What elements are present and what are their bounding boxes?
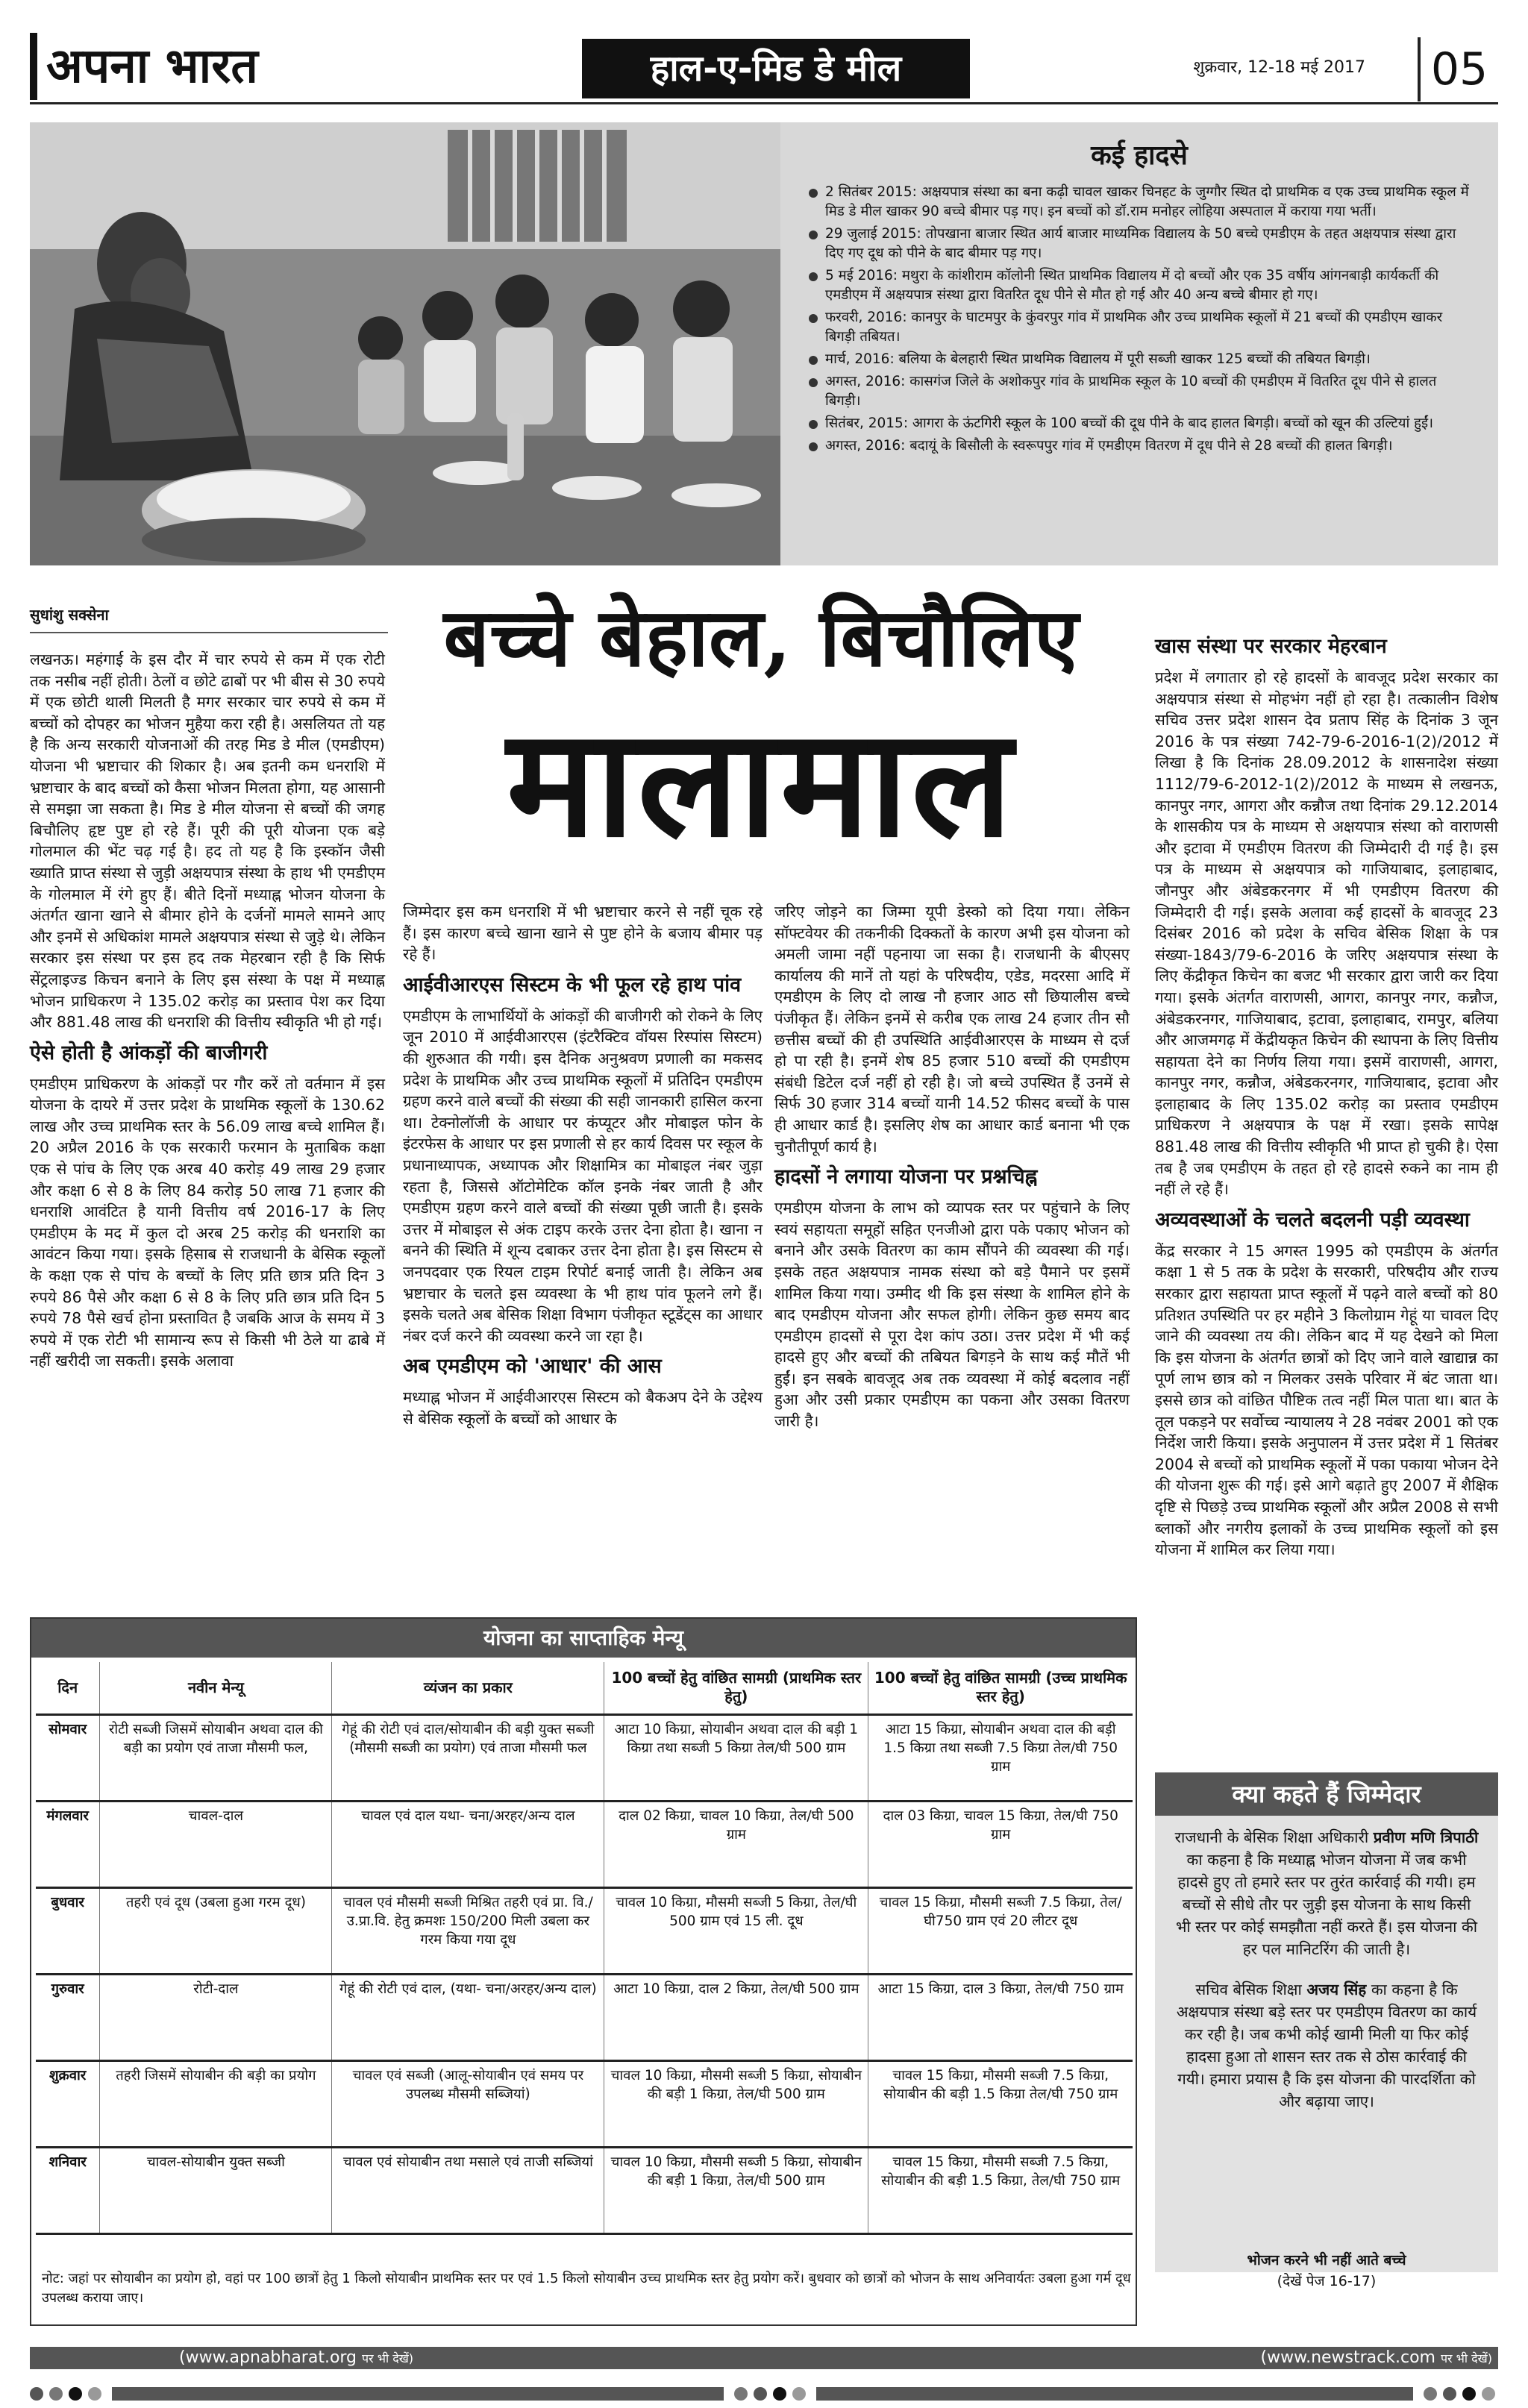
accident-item: 5 मई 2016: मथुरा के कांशीराम कॉलोनी स्थित प्राथमिक विद्यालय में दो बच्चों और एक 35 वर्षीय आंगनबाड़ी कार्यकर्ती की एमडीएम में अक्षयपात्र संस्था द्वारा वितरित दूध पीने से मौत हो गई और 40 अन्य बच्चे बीमार हो गए। <box>803 266 1476 305</box>
article-paragraph: जिम्मेदार इस कम धनराशि में भी भ्रष्टाचार करने से नहीं चूक रहे हैं। इस कारण बच्चे खाना खाने से पुष्ट होने के बजाय बीमार पड़ रहे हैं। <box>403 903 763 964</box>
official-quote <box>1173 1978 1480 2113</box>
menu-cell: चावल एवं दाल यथा- चना/अरहर/अन्य दाल <box>332 1801 604 1887</box>
article-paragraph: एमडीएम प्राधिकरण के आंकड़ों पर गौर करें तो वर्तमान में इस योजना के दायरे में उत्तर प्रदेश के प्राथमिक स्कूलों के 130.62 लाख और उच्च प्राथमिक स्तर के 56.09 लाख बच्चे शामिल हैं। 20 अप्रैल 2016 के एक सरकारी फरमान के मुताबिक कक्षा एक से पांच के लिए एक अरब 40 करोड़ 49 लाख 29 हजार और कक्षा 6 से 8 के लिए 84 करोड़ 50 लाख 71 हजार की धनराशि आवंटित है यानी वित्तीय वर्ष 2016-17 के लिए एमडीएम के मद में कुल दो अरब 25 करोड़ की धनराशि का आवंटन किया गया। इसके हिसाब से राजधानी के बेसिक स्कूलों के कक्षा एक से पांच के बच्चों के लिए प्रति छात्र प्रति दिन 3 रुपये 86 पैसे और कक्षा 6 से 8 के लिए प्रति छात्र प्रति दिन 5 रुपये 78 पैसे खर्च होना प्रस्तावित है जबकि आज के समय में 3 रुपये में एक रोटी भी सामान्य रूप से किसी भी ठेले या ढाबे में नहीं खरीदी जा सकती। इसके अलावा <box>30 1074 385 1370</box>
menu-cell: गेहूं की रोटी एवं दाल, (यथा- चना/अरहर/अन्य दाल) <box>332 1974 604 2060</box>
dot-decoration <box>792 2387 806 2401</box>
accident-item: 2 सितंबर 2015: अक्षयपात्र संस्था का बना कढ़ी चावल खाकर चिनहट के जुग्गौर स्थित दो प्राथमिक व एक उच्च प्राथमिक स्कूल में मिड डे मील खाकर 90 बच्चे बीमार पड़ गए। इन बच्चों को डॉ.राम मनोहर लोहिया अस्पताल में कराया गया भर्ती। <box>803 183 1476 222</box>
children-eating-photo <box>30 122 780 565</box>
article-column-1 <box>30 649 385 1376</box>
menu-cell: चावल एवं मौसमी सब्जी मिश्रित तहरी एवं प्रा. वि./उ.प्रा.वि. हेतु क्रमशः 150/200 मिली उबला कर गरम किया गया दूध <box>332 1887 604 1974</box>
menu-cell: आटा 15 किग्रा, दाल 3 किग्रा, तेल/घी 750 ग्राम <box>868 1974 1133 2060</box>
section-title: हाल-ए-मिड डे मील <box>582 39 970 98</box>
article-paragraph: एमडीएम के लाभार्थियों के आंकड़ों की बाजीगरी को रोकने के लिए जून 2010 में आईवीआरएस (इंटरैक्टिव वॉयस रिस्पांस सिस्टम) की शुरुआत की गयी। इस दैनिक अनुश्रवण प्रणाली का मकसद प्रदेश के प्राथमिक और उच्च प्राथमिक स्कूलों में प्रतिदिन एमडीएम ग्रहण करने वाले बच्चों की संख्या की सही जानकारी हासिल करना था। टेक्नोलॉजी के आधार पर कंप्यूटर और मोबाइल फोन के इंटरफेस के आधार पर इस प्रणाली से हर कार्य दिवस पर स्कूल के प्रधानाध्यापक, अध्यापक और शिक्षामित्र का मोबाइल नंबर जुड़ा रहता है, जिससे ऑटोमेटिक कॉल इनके नंबर जाती है और एमडीएम ग्रहण करने वाले बच्चों की संख्या पूछी जाती है। इसके उत्तर में मोबाइल से अंक टाइप करके उत्तर देना होता है। खाना न बनने की स्थिति में शून्य दबाकर उत्तर देना होता है। इस सिस्टम से जनपदवार एक रियल टाइम रिपोर्ट बनाई जाती है। लेकिन अब भ्रष्टाचार के चलते इस व्यवस्था के भी हाथ पांव फूलने लगे हैं। इसके चलते अब बेसिक शिक्षा विभाग पंजीकृत स्टूडेंट्स का आधार नंबर दर्ज करने की व्यवस्था करने जा रहा है। <box>403 1006 763 1345</box>
menu-cell: आटा 15 किग्रा, सोयाबीन अथवा दाल की बड़ी 1.5 किग्रा तथा सब्जी 7.5 किग्रा तेल/घी 750 ग्राम <box>868 1714 1133 1801</box>
masthead <box>30 33 1498 104</box>
weekly-menu-box <box>30 1617 1137 2326</box>
officials-title: क्या कहते हैं जिम्मेदार <box>1155 1772 1498 1816</box>
accident-item: फरवरी, 2016: कानपुर के घाटमपुर के कुंवरपुर गांव में प्राथमिक और उच्च प्राथमिक स्कूलों में 21 बच्चों की एमडीएम खाकर बिगड़ी तबियत। <box>803 308 1476 347</box>
quote-text: का कहना है कि मध्याह्न भोजन योजना में जब कभी हादसे हुए तो हमारे स्तर पर तुरंत कार्रवाई की गयी। हम बच्चों से सीधे तौर पर जुड़ी इस योजना के साथ किसी भी स्तर पर कोई समझौता नहीं करते हैं। इस योजना की हर पल मानिटरिंग की जाती है। <box>1175 1851 1478 1958</box>
footer-right-link[interactable] <box>1089 2347 1492 2370</box>
menu-cell: चावल-सोयाबीन युक्त सब्जी <box>100 2147 332 2233</box>
menu-row <box>36 1801 1133 1887</box>
accidents-box <box>780 122 1498 565</box>
menu-day: सोमवार <box>36 1714 100 1801</box>
bar-decoration <box>112 2387 724 2401</box>
accident-item: अगस्त, 2016: कासगंज जिले के अशोकपुर गांव के प्राथमिक स्कूल के 10 बच्चों की एमडीएम में वितरित दूध पीने से हालत बिगड़ी। <box>803 372 1476 411</box>
article-paragraph: केंद्र सरकार ने 15 अगस्त 1995 को एमडीएम के अंतर्गत कक्षा 1 से 5 तक के प्रदेश के सरकारी, परिषदीय और राज्य सरकार द्वारा सहायता प्राप्त स्कूलों में पढ़ने वाले बच्चों को 80 प्रतिशत उपस्थिति पर हर महीने 3 किलोग्राम गेहूं या चावल दिए जाने की व्यवस्था तय की। लेकिन बाद में यह देखने को मिला कि इस योजना के अंतर्गत छात्रों को दिए जाने वाले खाद्यान्न का पूर्ण लाभ छात्र को न मिलकर उसके परिवार में बंट जाता था। इससे छात्र को वांछित पौष्टिक तत्व नहीं मिल पाता था। बात के तूल पकड़ने पर सर्वोच्च न्यायालय ने 28 नवंबर 2001 को एक निर्देश जारी किया। इसके अनुपालन में उत्तर प्रदेश में 1 सितंबर 2004 से बच्चों को प्राथमिक स्कूलों में पका पकाया भोजन देने की योजना शुरू की गई। इसे आगे बढ़ाते हुए 2007 में शैक्षिक दृष्टि से पिछड़े उच्च प्राथमिक स्कूलों और अप्रैल 2008 से सभी ब्लाकों और नगरीय इलाकों के उच्च प्राथमिक स्कूलों को इस योजना में शामिल कर लिया गया। <box>1155 1241 1498 1559</box>
article-column-4 <box>1155 634 1498 1565</box>
footer-suffix: पर भी देखें) <box>362 2351 414 2365</box>
news-photo <box>30 122 780 565</box>
accident-item: मार्च, 2016: बलिया के बेलहारी स्थित प्राथमिक विद्यालय में पूरी सब्जी खाकर 125 बच्चों की तबियत बिगड़ी। <box>803 350 1476 369</box>
dot-decoration <box>773 2387 786 2401</box>
article-paragraph: मध्याह्न भोजन में आईवीआरएस सिस्टम को बैकअप देने के उद्देश्य से बेसिक स्कूलों के बच्चों को आधार के <box>403 1388 763 1428</box>
subheading: अब एमडीएम को 'आधार' की आस <box>403 1355 662 1379</box>
menu-note: नोट: जहां पर सोयाबीन का प्रयोग हो, वहां पर 100 छात्रों हेतु 1 किलो सोयाबीन प्राथमिक स्तर पर एवं 1.5 किलो सोयाबीन उच्च प्राथमिक स्तर हेतु प्रयोग करें। बुधवार को छात्रों को भोजन के साथ अनिवार्यतः उबला हुआ गर्म दूध उपलब्ध कराया जाए। <box>42 2271 1131 2306</box>
dateline: शुक्रवार, 12-18 मई 2017 <box>1193 58 1365 77</box>
menu-header-day: दिन <box>36 1662 100 1714</box>
quote-text: राजधानी के बेसिक शिक्षा अधिकारी <box>1174 1828 1374 1846</box>
official-quote <box>1173 1826 1480 1960</box>
article-paragraph: लखनऊ। महंगाई के इस दौर में चार रुपये से कम में एक रोटी तक नसीब नहीं होती। ठेलों व छोटे ढाबों पर भी बीस से 30 रुपये में एक छोटी थाली मिलती है मगर सरकार चार रुपये से कम में बच्चों को दोपहर का भोजन मुहैया करा रही है। असलियत तो यह है कि अन्य सरकारी योजनाओं की तरह मिड डे मील (एमडीएम) योजना भी भ्रष्टाचार की शिकार है। अब इतनी कम धनराशि में भ्रष्टाचार के बाद बच्चों को कैसा भोजन मिलता होगा, यह आसानी से समझा जा सकता है। मिड डे मील योजना से बच्चों की जगह बिचौलिए हृष्ट पुष्ट हो रहे हैं। पूरी की पूरी योजना एक बड़े गोलमाल की भेंट चढ़ गई है। हद तो यह है कि इस्कॉन जैसी ख्याति प्राप्त संस्था से जुड़ी अक्षयपात्र संस्था के हाथ भी एमडीएम के गोलमाल में रंगे हुए हैं। बीते दिनों मध्याह्न भोजन योजना के अंतर्गत खाना खाने से बीमार होने के दर्जनों मामले सामने आए और इनमें से अधिकांश मामले अक्षयपात्र संस्था से जुड़े थे। लेकिन सरकार इस संस्था पर इस हद तक मेहरबान रही है कि सिर्फ सेंट्रलाइज्ड किचन बनाने के लिए इस संस्था के पक्ष में मध्याह्न भोजन प्राधिकरण ने 135.02 करोड़ का प्रस्ताव पेश कर दिया और 881.48 लाख की धनराशि की वित्तीय स्वीकृति भी हो गई। <box>30 650 385 1032</box>
see-also-note <box>1155 2250 1498 2292</box>
menu-header-primary: 100 बच्चों हेतु वांछित सामग्री (प्राथमिक स्तर हेतु) <box>604 1662 868 1714</box>
see-also-ref: (देखें पेज 16-17) <box>1277 2273 1377 2289</box>
menu-cell: चावल 15 किग्रा, मौसमी सब्जी 7.5 किग्रा, तेल/घी750 ग्राम एवं 20 लीटर दूध <box>868 1887 1133 1974</box>
accidents-title: कई हादसे <box>1091 140 1188 171</box>
footer-decoration <box>30 2377 1498 2407</box>
menu-cell: आटा 10 किग्रा, सोयाबीन अथवा दाल की बड़ी 1 किग्रा तथा सब्जी 5 किग्रा तेल/घी 500 ग्राम <box>604 1714 868 1801</box>
quote-text: सचिव बेसिक शिक्षा <box>1195 1981 1307 1998</box>
menu-title: योजना का साप्ताहिक मेन्यू <box>31 1619 1136 1658</box>
quote-text: का कहना है कि अक्षयपात्र संस्था बड़े स्तर पर एमडीएम वितरण का कार्य कर रही है। जब कभी कोई खामी मिली या फिर कोई हादसा हुआ तो शासन स्तर तक से ठोस कार्रवाई की गयी। हमारा प्रयास है कि इस योजना की पारदर्शिता को और बढ़ाया जाए। <box>1176 1981 1477 2110</box>
dot-decoration <box>69 2387 82 2401</box>
dot-decoration <box>1482 2387 1495 2401</box>
article-column-2 <box>403 901 763 1434</box>
page-number: 05 <box>1418 37 1498 101</box>
menu-day: शनिवार <box>36 2147 100 2233</box>
menu-cell: रोटी-दाल <box>100 1974 332 2060</box>
menu-cell: चावल 10 किग्रा, मौसमी सब्जी 5 किग्रा, सोयाबीन की बड़ी 1 किग्रा, तेल/घी 500 ग्राम <box>604 2147 868 2233</box>
menu-day: मंगलवार <box>36 1801 100 1887</box>
menu-cell: दाल 03 किग्रा, चावल 15 किग्रा, तेल/घी 750 ग्राम <box>868 1801 1133 1887</box>
menu-header-upper-primary: 100 बच्चों हेतु वांछित सामग्री (उच्च प्राथमिक स्तर हेतु) <box>868 1662 1133 1714</box>
see-also-title-text: भोजन करने भी नहीं आते बच्चे <box>1247 2252 1406 2269</box>
article-paragraph: जरिए जोड़ने का जिम्मा यूपी डेस्को को दिया गया। लेकिन सॉफ्टवेयर की तकनीकी दिक्कतों के कारण अभी इस योजना को अमली जामा नहीं पहनाया जा सका है। राजधानी के बीएसए कार्यालय की मानें तो यहां के परिषदीय, एडेड, मदरसा आदि में एमडीएम के लिए दो लाख नौ हजार आठ सौ छियालीस बच्चे पंजीकृत हैं। लेकिन इनमें से करीब एक लाख 24 हजार तीन सौ छत्तीस बच्चों की ही उपस्थिति आईवीआरएस के माध्यम से दर्ज हो पा रही है। इनमें शेष 85 हजार 510 बच्चों की एमडीएम संबंधी डिटेल दर्ज नहीं हो रही है। जो बच्चे उपस्थित हैं उनमें से सिर्फ 30 हजार 314 बच्चों यानी 14.52 फीसद बच्चों के पास ही आधार कार्ड है। इसलिए शेष का आधार कार्ड बनाना भी एक चुनौतीपूर्ण कार्य है। <box>774 903 1130 1156</box>
menu-row <box>36 1714 1133 1801</box>
dot-decoration <box>30 2387 43 2401</box>
dot-decoration <box>1424 2387 1437 2401</box>
menu-row <box>36 1974 1133 2060</box>
subheading: खास संस्था पर सरकार मेहरबान <box>1155 635 1387 658</box>
dot-decoration <box>49 2387 63 2401</box>
dot-decoration <box>734 2387 748 2401</box>
subheading: हादसों ने लगाया योजना पर प्रश्नचिह्न <box>774 1165 1038 1189</box>
menu-header-row <box>36 1662 1133 1714</box>
footer-url[interactable]: (www.newstrack.com <box>1260 2348 1435 2367</box>
menu-cell: तहरी जिसमें सोयाबीन की बड़ी का प्रयोग <box>100 2060 332 2147</box>
subheading: अव्यवस्थाओं के चलते बदलनी पड़ी व्यवस्था <box>1155 1208 1470 1232</box>
menu-cell: चावल-दाल <box>100 1801 332 1887</box>
menu-cell: चावल 10 किग्रा, मौसमी सब्जी 5 किग्रा, सोयाबीन की बड़ी 1 किग्रा, तेल/घी 500 ग्राम <box>604 2060 868 2147</box>
officials-say-box <box>1155 1772 1498 2272</box>
menu-cell: चावल 15 किग्रा, मौसमी सब्जी 7.5 किग्रा, सोयाबीन की बड़ी 1.5 किग्रा तेल/घी 750 ग्राम <box>868 2060 1133 2147</box>
byline: सुधांशु सक्सेना <box>30 604 388 633</box>
dot-decoration <box>754 2387 767 2401</box>
menu-cell: दाल 02 किग्रा, चावल 10 किग्रा, तेल/घी 500 ग्राम <box>604 1801 868 1887</box>
menu-row <box>36 2147 1133 2233</box>
dot-decoration <box>88 2387 101 2401</box>
menu-cell: आटा 10 किग्रा, दाल 2 किग्रा, तेल/घी 500 ग्राम <box>604 1974 868 2060</box>
official-name: प्रवीण मणि त्रिपाठी <box>1373 1828 1479 1846</box>
dot-decoration <box>1462 2387 1476 2401</box>
accident-item: 29 जुलाई 2015: तोपखाना बाजार स्थित आर्य बाजार माध्यमिक विद्यालय के 50 बच्चे एमडीएम के तहत अक्षयपात्र संस्था द्वारा दिए गए दूध को पीने के बाद बीमार पड़ गए। <box>803 225 1476 263</box>
footer-suffix: पर भी देखें) <box>1440 2351 1492 2365</box>
footer-url[interactable]: (www.apnabharat.org <box>179 2348 357 2367</box>
bar-decoration <box>816 2387 1413 2401</box>
subheading: ऐसे होती है आंकड़ों की बाजीगरी <box>30 1041 268 1065</box>
menu-row <box>36 1887 1133 1974</box>
menu-cell: तहरी एवं दूध (उबला हुआ गरम दूध) <box>100 1887 332 1974</box>
brand-logo: अपना भारत <box>30 33 358 100</box>
menu-cell: चावल एवं सब्जी (आलू-सोयाबीन एवं समय पर उपलब्ध मौसमी सब्जियां) <box>332 2060 604 2147</box>
menu-day: शुक्रवार <box>36 2060 100 2147</box>
menu-cell: चावल 15 किग्रा, मौसमी सब्जी 7.5 किग्रा, सोयाबीन की बड़ी 1.5 किग्रा, तेल/घी 750 ग्राम <box>868 2147 1133 2233</box>
menu-cell: गेहूं की रोटी एवं दाल/सोयाबीन की बड़ी युक्त सब्जी (मौसमी सब्जी का प्रयोग) एवं ताजा मौसमी फल <box>332 1714 604 1801</box>
accident-item: अगस्त, 2016: बदायूं के बिसौली के स्वरूपपुर गांव में एमडीएम वितरण में दूध पीने से 28 बच्चों की हालत बिगड़ी। <box>803 436 1476 456</box>
article-column-3 <box>774 901 1130 1437</box>
footer-left-link[interactable] <box>179 2347 627 2370</box>
menu-header-dish-type: व्यंजन का प्रकार <box>332 1662 604 1714</box>
menu-cell: चावल 10 किग्रा, मौसमी सब्जी 5 किग्रा, तेल/घी 500 ग्राम एवं 15 ली. दूध <box>604 1887 868 1974</box>
footer-band <box>30 2347 1498 2369</box>
menu-day: बुधवार <box>36 1887 100 1974</box>
article-paragraph: प्रदेश में लगातार हो रहे हादसों के बावजूद प्रदेश सरकार का अक्षयपात्र संस्था से मोहभंग नहीं हो रहा है। तत्कालीन विशेष सचिव उत्तर प्रदेश शासन देव प्रताप सिंह के दिनांक 3 जून 2016 के पत्र संख्या 742-79-6-2016-1(2)/2012 में लिखा है कि दिनांक 28.09.2012 के शासनादेश संख्या 1112/79-6-2012-1(2)/2012 के माध्यम से लखनऊ, कानपुर नगर, आगरा और कन्नौज तथा दिनांक 29.12.2014 के शासकीय पत्र के माध्यम से अक्षयपात्र संस्था को वाराणसी और इटावा में एमडीएम वितरण की जिम्मेदारी दी गई है। इस पत्र के माध्यम से अक्षयपात्र को गाजियाबाद, इलाहाबाद, जौनपुर और अंबेडकरनगर में भी एमडीएम वितरण की जिम्मेदारी दी गई। इसके अलावा कई हादसों के बावजूद 23 दिसंबर 2016 को प्रदेश के सचिव बेसिक शिक्षा के पत्र संख्या-1843/79-6-2016 के जरिए अक्षयपात्र संस्था के लिए केंद्रीकृत किचेन का बजट भी सरकार द्वारा जारी कर दिया गया। इसके अंतर्गत वाराणसी, आगरा, कानपुर नगर, कन्नौज, अंबेडकरनगर, गाजियाबाद, इटावा, इलाहाबाद, रामपुर, बलिया और आजमगढ़ में केंद्रीयकृत किचेन की स्थापना के लिए वित्तीय सहायता देने का निर्णय लिया गया। इसमें वाराणसी, आगरा, कानपुर नगर, कन्नौज, अंबेडकरनगर, गाजियाबाद, इटावा और इलाहाबाद के लिए 135.02 करोड़ का प्रस्ताव एमडीएम प्राधिकरण ने अक्षयपात्र के पक्ष में रखा। इसके सापेक्ष 881.48 लाख की वित्तीय स्वीकृति भी प्राप्त हो चुकी है। ऐसा तब है जब एमडीएम के तहत हो रहे हादसे रुकने का नाम ही नहीं ले रहे हैं। <box>1155 668 1498 1199</box>
menu-cell: रोटी सब्जी जिसमें सोयाबीन अथवा दाल की बड़ी का प्रयोग एवं ताजा मौसमी फल, <box>100 1714 332 1801</box>
menu-row <box>36 2060 1133 2147</box>
headline-main: मालामाल <box>507 695 1015 871</box>
official-name: अजय सिंह <box>1306 1981 1367 1998</box>
accident-item: सितंबर, 2015: आगरा के ऊंटगिरी स्कूल के 100 बच्चों की दूध पीने के बाद हालत बिगड़ी। बच्चों को खून की उल्टियां हुईं। <box>803 414 1476 433</box>
article-paragraph: एमडीएम योजना के लाभ को व्यापक स्तर पर पहुंचाने के लिए स्वयं सहायता समूहों सहित एनजीओ द्वारा पके पकाए भोजन को बनाने और उसके वितरण का काम सौंपने की व्यवस्था की गई। इसके तहत अक्षयपात्र नामक संस्था को बड़े पैमाने पर इसमें शामिल किया गया। उम्मीद थी कि इस संस्था के शामिल होने के बाद एमडीएम योजना और सफल होगी। लेकिन कुछ समय बाद एमडीएम हादसों से पूरा देश कांप उठा। उत्तर प्रदेश में भी कई हादसे हुए और बच्चों की तबियत बिगड़ने के साथ कई मौतें भी हुईं। इन सबके बावजूद अब तक व्यवस्था में कोई बदलाव नहीं हुआ और उसी प्रकार एमडीएम का पकना और उसका वितरण जारी है। <box>774 1199 1130 1431</box>
dot-decoration <box>1443 2387 1456 2401</box>
menu-day: गुरुवार <box>36 1974 100 2060</box>
menu-header-new-menu: नवीन मेन्यू <box>100 1662 332 1714</box>
menu-cell: चावल एवं सोयाबीन तथा मसाले एवं ताजी सब्जियां <box>332 2147 604 2233</box>
see-also-title <box>1155 2250 1498 2271</box>
subheading: आईवीआरएस सिस्टम के भी फूल रहे हाथ पांव <box>403 973 742 997</box>
menu-table <box>36 1662 1133 2235</box>
headline-top: बच्चे बेहाल, बिचौलिए <box>443 591 1079 685</box>
